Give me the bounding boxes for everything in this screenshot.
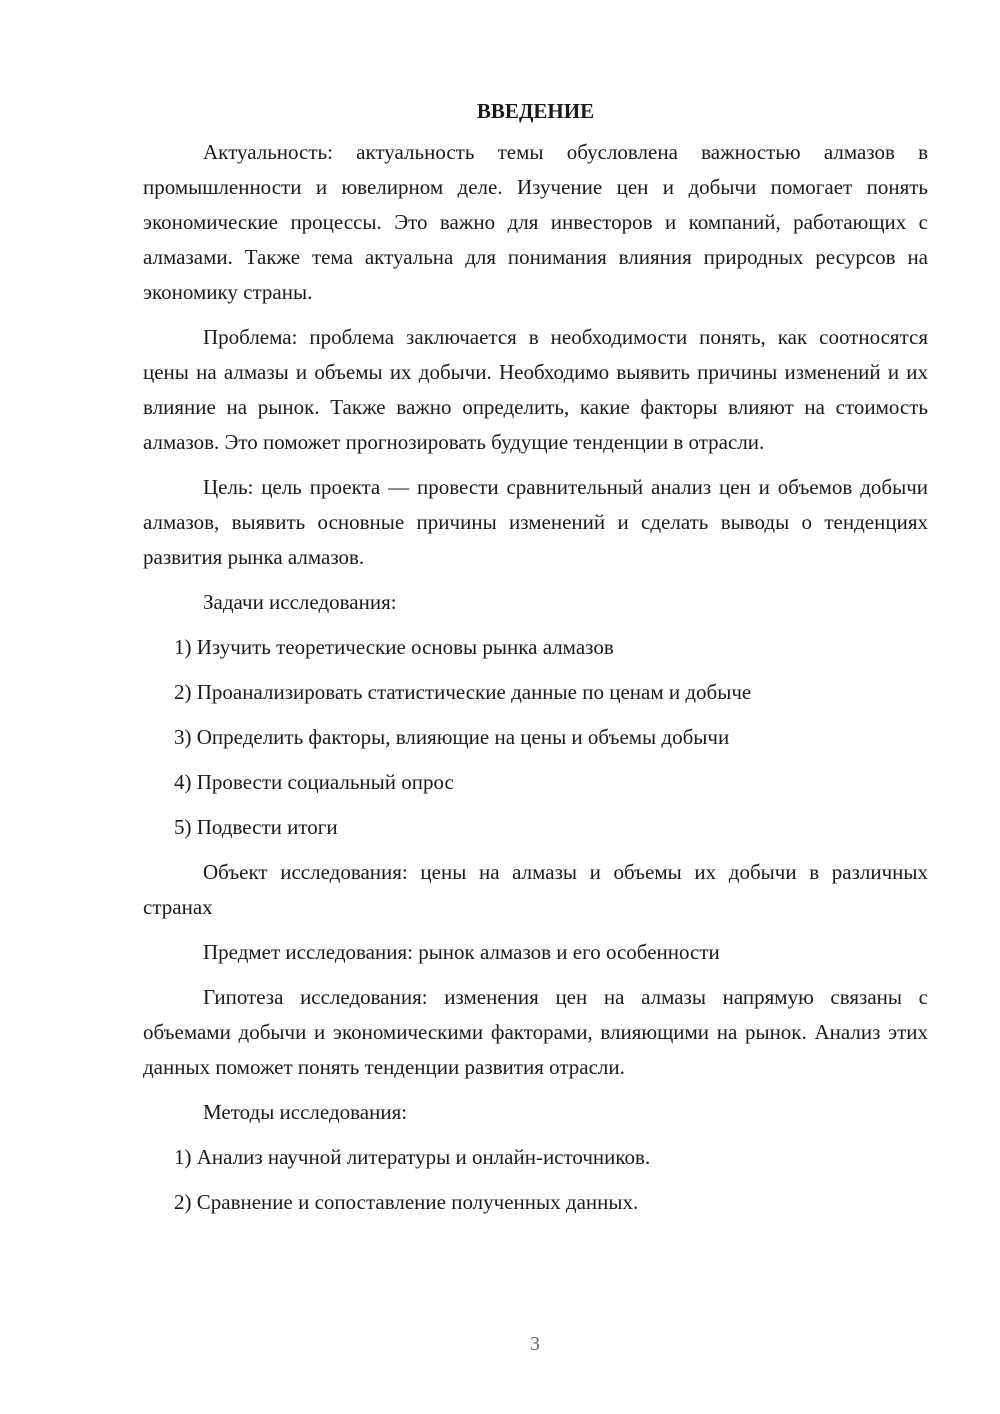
document-body [143, 94, 928, 1230]
list-item: 2) Проанализировать статистические данные по ценам и добыче [174, 680, 752, 704]
subject-paragraph: Предмет исследования: рынок алмазов и его особенности [203, 940, 720, 964]
problem-paragraph: Проблема: проблема заключается в необходимости понять, как соотносятся цены на алмазы и объемы их добычи. Необходимо выявить причины изменений и их влияние на рынок. Также важно определить, какие факторы влияют на стоимость алмазов. Это поможет прогнозировать будущие тенденции в отрасли. [143, 325, 928, 454]
list-item: 4) Провести социальный опрос [174, 770, 454, 794]
relevance-paragraph: Актуальность: актуальность темы обусловлена важностью алмазов в промышленности и ювелирном деле. Изучение цен и добычи помогает понять экономические процессы. Это важно для инвесторов и компаний, работающих с алмазами. Также тема актуальна для понимания влияния природных ресурсов на экономику страны. [143, 140, 928, 304]
list-item: 5) Подвести итоги [174, 815, 338, 839]
list-item: 1) Изучить теоретические основы рынка алмазов [174, 635, 614, 659]
section-title: ВВЕДЕНИЕ [476, 99, 595, 123]
tasks-heading: Задачи исследования: [203, 590, 397, 614]
tasks-list [143, 630, 928, 845]
hypothesis-paragraph: Гипотеза исследования: изменения цен на алмазы напрямую связаны с объемами добычи и экономическими факторами, влияющими на рынок. Анализ этих данных поможет понять тенденции развития отрасли. [143, 985, 928, 1079]
list-item: 3) Определить факторы, влияющие на цены и объемы добычи [174, 725, 730, 749]
list-item: 1) Анализ научной литературы и онлайн-источников. [174, 1145, 651, 1169]
goal-paragraph: Цель: цель проекта — провести сравнительный анализ цен и объемов добычи алмазов, выявить основные причины изменений и сделать выводы о тенденциях развития рынка алмазов. [143, 475, 928, 569]
list-item: 2) Сравнение и сопоставление полученных данных. [174, 1190, 639, 1214]
methods-heading: Методы исследования: [203, 1100, 408, 1124]
methods-list [143, 1140, 928, 1220]
page-number: 3 [530, 1333, 540, 1355]
object-paragraph: Объект исследования: цены на алмазы и объемы их добычи в различных странах [143, 860, 928, 919]
